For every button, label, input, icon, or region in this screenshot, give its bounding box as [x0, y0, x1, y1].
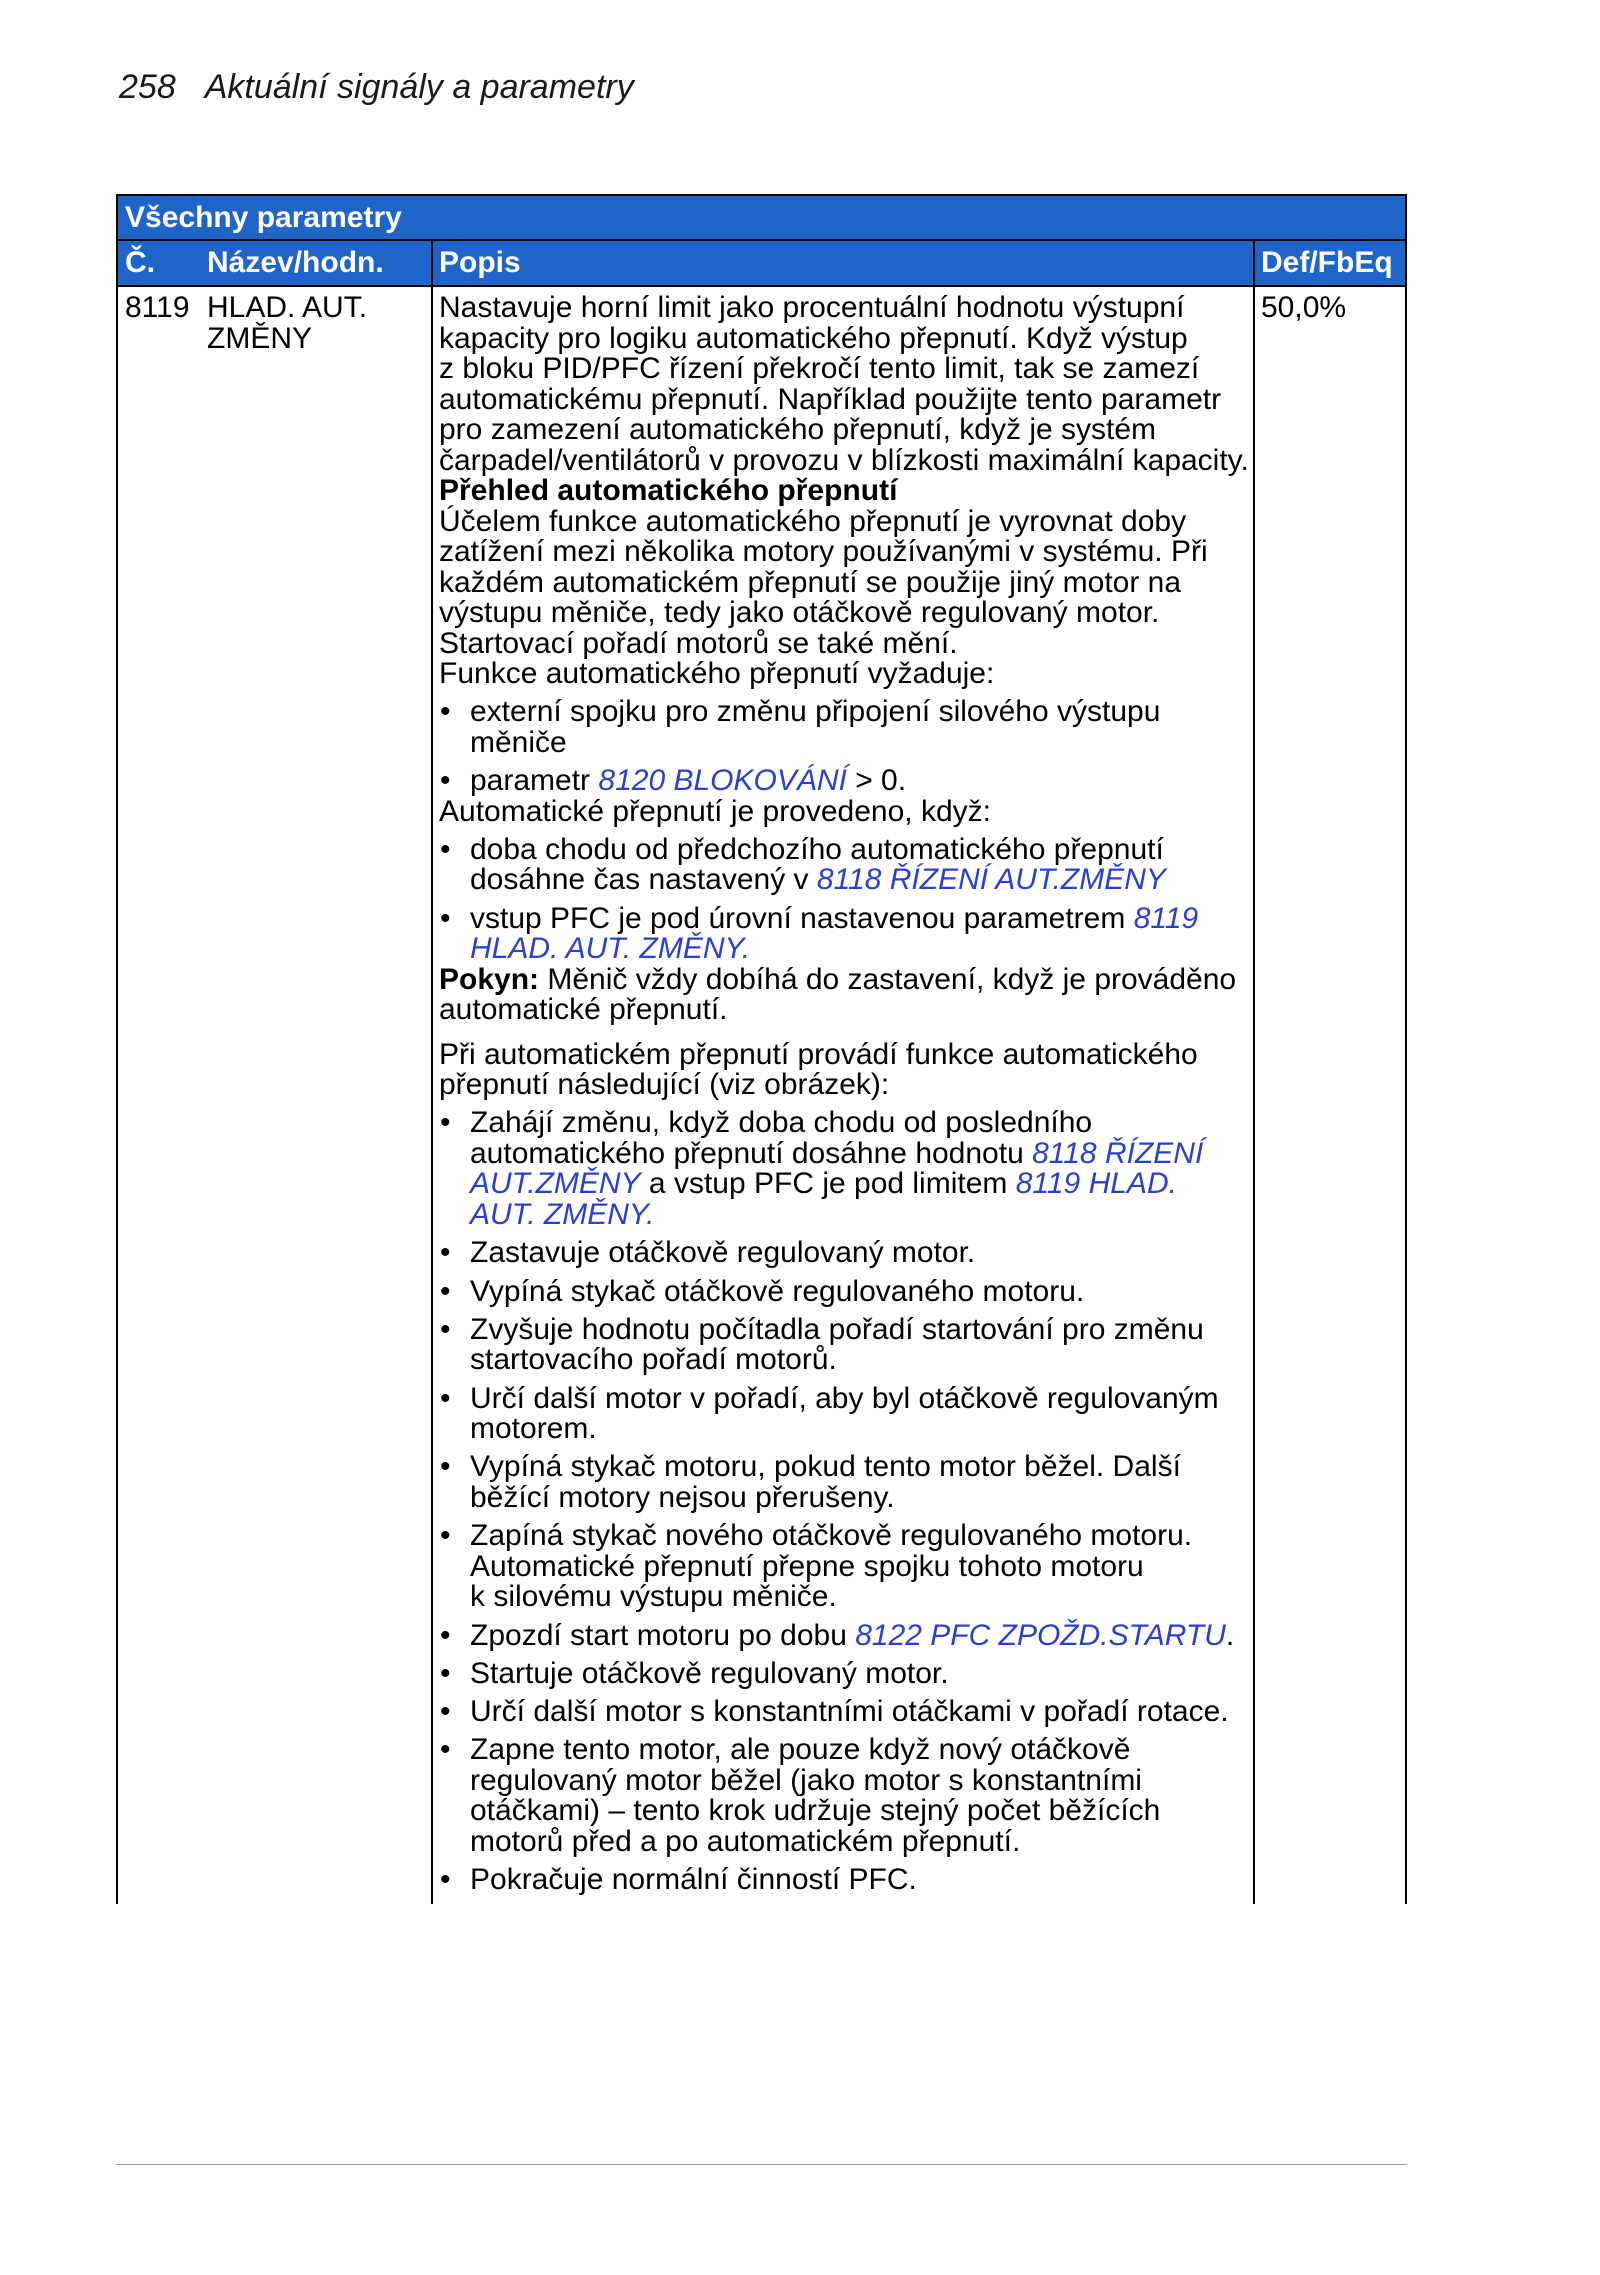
column-header-name: Název/hodn.	[207, 246, 384, 279]
list-item-text: parametr	[470, 764, 599, 798]
parameter-table	[116, 194, 1407, 1904]
parameter-name: HLAD. AUT. ZMĚNY	[207, 291, 368, 355]
step-item	[439, 1238, 1249, 1269]
column-header-no: Č.	[125, 246, 155, 279]
requirements-list	[439, 697, 1249, 796]
step-item	[439, 1312, 1249, 1377]
step-item	[439, 1618, 1249, 1652]
footer-divider	[116, 2164, 1407, 2165]
step-text: Vypíná stykač otáčkově regulovaného motoru.	[470, 1274, 1085, 1308]
section-heading: Přehled automatického přepnutí	[439, 474, 898, 507]
description-intro: Nastavuje horní limit jako procentuální hodnotu výstupní kapacity pro logiku automatického přepnutí. Když výstup z bloku PID/PFC řízení překročí tento limit, tak se zamezí automatickému přepnutí. Například použijte tento parametr pro zamezení automatického přepnutí, když je systém čarpadel/ventilátorů v provozu v blízkosti maximální kapacity.	[439, 291, 1249, 477]
parameter-link-8122[interactable]: 8122 PFC ZPOŽD.STARTU	[855, 1618, 1226, 1652]
note	[439, 962, 1249, 1027]
table-row	[116, 287, 1407, 1904]
step-item	[439, 1521, 1249, 1613]
step-text: Pokračuje normální činností PFC.	[470, 1863, 917, 1897]
list-item	[439, 901, 1249, 966]
step-text: Vypíná stykač motoru, pokud tento motor běžel. Další běžící motory nejsou přerušeny.	[470, 1450, 1181, 1514]
column-header-default: Def/FbEq	[1253, 241, 1405, 285]
step-item	[439, 1274, 1249, 1308]
parameter-link-8120[interactable]: 8120 BLOKOVÁNÍ	[598, 764, 847, 798]
list-item-text: externí spojku pro změnu připojení silového výstupu měniče	[470, 695, 1161, 759]
step-text: Startuje otáčkově regulovaný motor.	[470, 1656, 949, 1690]
step-item	[439, 1735, 1249, 1857]
list-item	[439, 766, 1249, 797]
note-label: Pokyn:	[439, 962, 540, 996]
column-header-description: Popis	[431, 241, 1253, 285]
list-item	[439, 697, 1249, 758]
step-item	[439, 1865, 1249, 1896]
steps-intro: Při automatickém přepnutí provádí funkce automatického přepnutí následující (viz obrázek):	[439, 1037, 1198, 1102]
conditions-list	[439, 832, 1249, 966]
section-title: Aktuální signály a parametry	[204, 68, 634, 106]
table-header-row	[116, 241, 1407, 287]
list-item	[439, 832, 1249, 897]
parameter-number: 8119	[125, 291, 190, 324]
description-purpose: Účelem funkce automatického přepnutí je vyrovnat doby zatížení mezi několika motory používanými v systému. Při každém automatickém přepnutí se použije jiný motor na výstupu měniče, tedy jako otáčkově regulovaný motor. Startovací pořadí motorů se také mění.	[439, 504, 1208, 660]
step-text: .	[1225, 1618, 1235, 1652]
parameter-link-8119[interactable]: 8119 HLAD. AUT. ZMĚNY.	[470, 1167, 1177, 1231]
step-text: a vstup PFC je pod limitem	[640, 1167, 1016, 1201]
step-text: Zapne tento motor, ale pouze když nový otáčkově regulovaný motor běžel (jako motor s konstantními otáčkami) – tento krok udržuje stejný počet běžících motorů před a po automatickém přepnutí.	[470, 1733, 1161, 1858]
step-item	[439, 1452, 1249, 1513]
step-text: Zpozdí start motoru po dobu	[470, 1618, 856, 1652]
step-text: Zastavuje otáčkově regulovaný motor.	[470, 1236, 976, 1270]
step-item	[439, 1697, 1249, 1728]
step-text: Určí další motor s konstantními otáčkami v pořadí rotace.	[470, 1695, 1229, 1729]
table-title-row	[116, 194, 1407, 241]
step-text: Určí další motor v pořadí, aby byl otáčkově regulovaným motorem.	[470, 1381, 1219, 1446]
parameter-link-8119[interactable]: 8119 HLAD. AUT. ZMĚNY.	[470, 901, 1199, 966]
list-item-text: vstup PFC je pod úrovní nastavenou parametrem	[470, 901, 1134, 935]
page-header	[119, 67, 634, 107]
table-title: Všechny parametry	[125, 200, 402, 234]
requirements-intro: Funkce automatického přepnutí vyžaduje:	[439, 657, 995, 690]
page-number: 258	[119, 68, 176, 106]
step-text: Zvyšuje hodnotu počítadla pořadí startování pro změnu startovacího pořadí motorů.	[470, 1312, 1204, 1377]
step-item	[439, 1381, 1249, 1446]
steps-list	[439, 1108, 1249, 1895]
parameter-link-8118[interactable]: 8118 ŘÍZENÍ AUT.ZMĚNY	[816, 863, 1166, 897]
note-text: Měnič vždy dobíhá do zastavení, když je prováděno automatické přepnutí.	[439, 962, 1237, 1027]
step-item	[439, 1656, 1249, 1690]
step-item	[439, 1108, 1249, 1230]
list-item-text: doba chodu od předchozího automatického přepnutí dosáhne čas nastavený v	[470, 832, 1164, 897]
list-item-text: > 0.	[846, 764, 907, 798]
parameter-link-8118[interactable]: 8118 ŘÍZENÍ AUT.ZMĚNY	[470, 1136, 1204, 1201]
conditions-intro: Automatické přepnutí je provedeno, když:	[439, 794, 991, 828]
description-cell	[431, 287, 1253, 1904]
step-text: Zapíná stykač nového otáčkově regulovaného motoru. Automatické přepnutí přepne spojku tohoto motoru k silovému výstupu měniče.	[470, 1519, 1193, 1614]
step-text: Zahájí změnu, když doba chodu od posledního automatického přepnutí dosáhne hodnotu	[470, 1106, 1093, 1170]
default-value: 50,0%	[1253, 287, 1405, 1904]
